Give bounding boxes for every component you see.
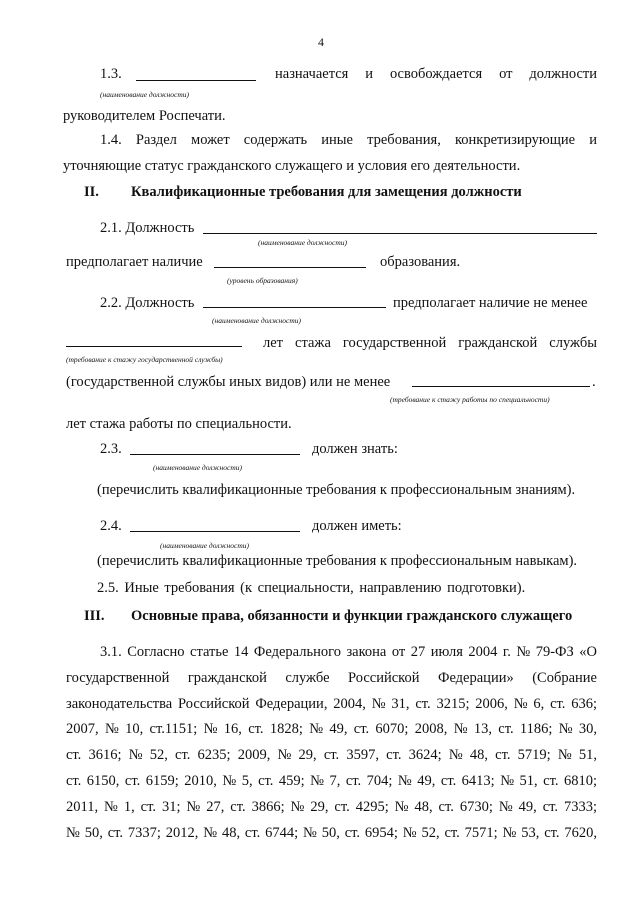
blank-line bbox=[203, 233, 597, 234]
item-2-1-pre: предполагает наличие bbox=[66, 254, 203, 270]
item-1-3-text-a: назначается и освобождается от должности bbox=[275, 66, 597, 82]
blank-line bbox=[203, 307, 386, 308]
item-2-2-line-2-text: лет стажа государственной гражданской службы bbox=[263, 335, 597, 351]
item-1-3-text bbox=[275, 65, 597, 83]
section-2-title: Квалификационные требования для замещения должности bbox=[131, 184, 522, 200]
item-3-1-line-8: № 50, ст. 7337; 2012, № 48, ст. 6744; № 50, ст. 6954; № 52, ст. 7571; № 53, ст. 7620, bbox=[66, 825, 597, 841]
blank-line bbox=[214, 267, 366, 268]
item-3-1-line-4: 2007, № 10, ст.1151; № 16, ст. 1828; № 49, ст. 6070; 2008, № 13, ст. 1186; № 30, bbox=[66, 721, 597, 737]
page-number: 4 bbox=[318, 35, 324, 49]
item-2-4-list: (перечислить квалификационные требования к профессиональным навыкам). bbox=[97, 553, 578, 569]
item-3-1-line-3: законодательства Российской Федерации, 2004, № 31, ст. 3215; 2006, № 6, ст. 636; bbox=[66, 696, 597, 712]
blank-line bbox=[130, 531, 300, 532]
field-note: (наименование должности) bbox=[100, 90, 190, 99]
item-2-1-label: 2.1. Должность bbox=[100, 220, 195, 236]
item-2-4-number: 2.4. bbox=[100, 518, 122, 534]
item-2-2-post: предполагает наличие не менее bbox=[393, 295, 588, 311]
field-note: (наименование должности) bbox=[160, 541, 250, 550]
item-2-5: 2.5. Иные требования (к специальности, направлению подготовки). bbox=[97, 580, 526, 596]
item-2-2-label: 2.2. Должность bbox=[100, 295, 195, 311]
section-3-title: Основные права, обязанности и функции гражданского служащего bbox=[131, 608, 573, 624]
field-note: (наименование должности) bbox=[212, 316, 302, 325]
item-1-4-line-1: 1.4. Раздел может содержать иные требования, конкретизирующие и bbox=[100, 132, 597, 148]
item-1-3-continuation: руководителем Роспечати. bbox=[63, 108, 226, 124]
section-2-number: II. bbox=[84, 184, 99, 200]
blank-line bbox=[136, 80, 256, 81]
item-2-3-text: должен знать: bbox=[312, 441, 398, 457]
item-2-3-list: (перечислить квалификационные требования к профессиональным знаниям). bbox=[97, 482, 576, 498]
field-note: (наименование должности) bbox=[153, 463, 243, 472]
item-2-2-line-3: (государственной службы иных видов) или не менее bbox=[66, 374, 391, 390]
item-2-2-dot: . bbox=[592, 374, 596, 390]
item-2-4-text: должен иметь: bbox=[312, 518, 402, 534]
item-1-3-number: 1.3. bbox=[100, 66, 122, 82]
field-note: (наименование должности) bbox=[258, 238, 348, 247]
item-3-1-line-2: государственной гражданской службе Российской Федерации» (Собрание bbox=[66, 670, 597, 686]
item-2-1-post: образования. bbox=[380, 254, 461, 270]
item-1-4-line-2: уточняющие статус гражданского служащего и условия его деятельности. bbox=[63, 158, 521, 174]
item-3-1-line-1: 3.1. Согласно статье 14 Федерального закона от 27 июля 2004 г. № 79-ФЗ «О bbox=[100, 644, 597, 660]
item-2-2-line-2 bbox=[263, 334, 597, 352]
item-2-3-number: 2.3. bbox=[100, 441, 122, 457]
field-note: (требование к стажу работы по специальности) bbox=[390, 395, 550, 404]
field-note: (требование к стажу государственной службы) bbox=[66, 355, 223, 364]
blank-line bbox=[66, 346, 242, 347]
section-3-number: III. bbox=[84, 608, 105, 624]
item-3-1-line-5: ст. 3616; № 52, ст. 6235; 2009, № 29, ст. 3597, ст. 3624; № 48, ст. 5719; № 51, bbox=[66, 747, 597, 763]
item-3-1-line-7: 2011, № 1, ст. 31; № 27, ст. 3866; № 29, ст. 4295; № 48, ст. 6730; № 49, ст. 7333; bbox=[66, 799, 597, 815]
field-note: (уровень образования) bbox=[227, 276, 298, 285]
blank-line bbox=[130, 454, 300, 455]
item-3-1-line-6: ст. 6150, ст. 6159; 2010, № 5, ст. 459; № 7, ст. 704; № 49, ст. 6413; № 51, ст. 6810; bbox=[66, 773, 597, 789]
blank-line bbox=[412, 386, 590, 387]
item-2-2-line-4: лет стажа работы по специальности. bbox=[66, 416, 292, 432]
